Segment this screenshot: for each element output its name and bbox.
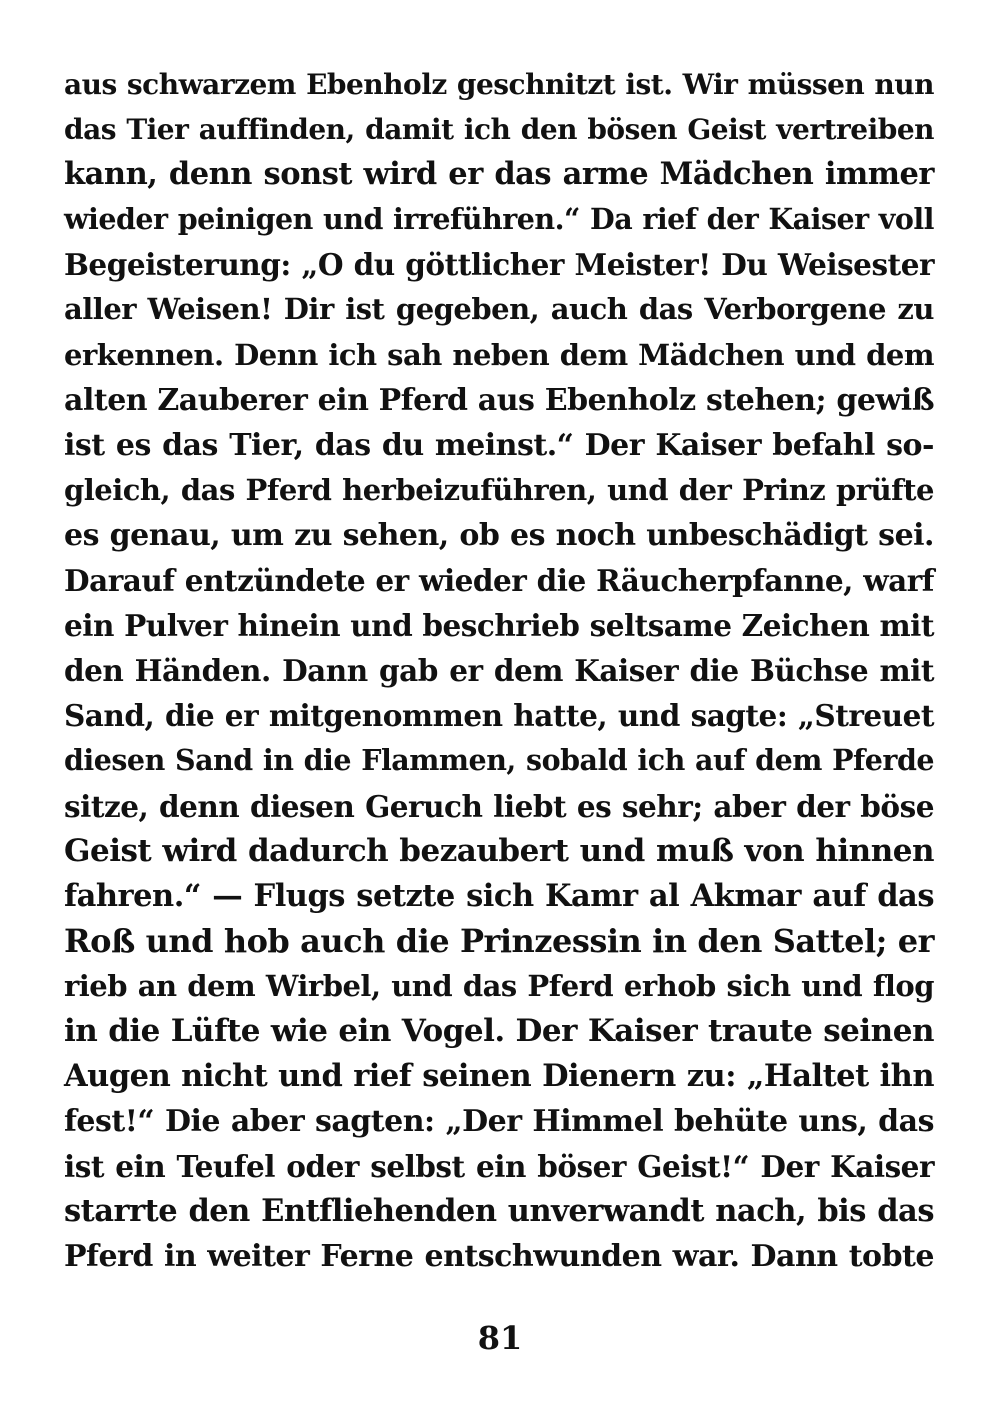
text-line: rieb an dem Wirbel, und das Pferd erhob sich und flog [64,968,934,1003]
text-line: fahren.“ — Flugs setzte sich Kamr al Akmar auf das [64,877,934,914]
text-line: ist es das Tier, das du meinst.“ Der Kaiser befahl so- [64,427,934,463]
text-line: Begeisterung: „O du göttlicher Meister! Du Weisester [64,247,934,283]
text-line: ist ein Teufel oder selbst ein böser Geist!“ Der Kaiser [64,1149,934,1185]
text-line: diesen Sand in die Flammen, sobald ich auf dem Pferde [64,743,934,778]
text-line: Pferd in weiter Ferne entschwunden war. Dann tobte [64,1239,934,1275]
text-line: Geist wird dadurch bezaubert und muß von hinnen [64,832,934,869]
text-line: sitze, denn diesen Geruch liebt es sehr; aber der böse [64,788,934,824]
text-line: gleich, das Pferd herbeizuführen, und der Prinz prüfte [64,472,934,507]
text-line: Darauf entzündete er wieder die Räucherpfanne, warf [64,563,934,599]
text-line: es genau, um zu sehen, ob es noch unbeschädigt sei. [64,517,934,553]
text-line: aller Weisen! Dir ist gegeben, auch das Verborgene zu [64,292,934,327]
text-line: aus schwarzem Ebenholz geschnitzt ist. Wir müssen nun [64,68,934,101]
text-line: ein Pulver hinein und beschrieb seltsame Zeichen mit [64,608,934,644]
text-line: das Tier auffinden, damit ich den bösen Geist vertreiben [64,113,934,147]
text-line: den Händen. Dann gab er dem Kaiser die Büchse mit [64,653,934,689]
text-line: alten Zauberer ein Pferd aus Ebenholz stehen; gewiß [64,382,934,418]
text-line: wieder peinigen und irreführen.“ Da rief der Kaiser voll [64,202,934,237]
text-line: Augen nicht und rief seinen Dienern zu: „Haltet ihn [64,1058,934,1095]
text-line: Sand, die er mitgenommen hatte, und sagte: „Streuet [64,698,934,734]
page-number: 81 [477,1319,523,1357]
text-line: kann, denn sonst wird er das arme Mädchen immer [64,156,934,193]
text-line: starrte den Entfliehenden unverwandt nach, bis das [64,1193,934,1230]
text-line: in die Lüfte wie ein Vogel. Der Kaiser traute seinen [64,1012,934,1049]
body-text [64,62,934,1280]
text-line: erkennen. Denn ich sah neben dem Mädchen und dem [64,337,934,372]
text-line: Roß und hob auch die Prinzessin in den Sattel; er [64,921,934,960]
text-line: fest!“ Die aber sagten: „Der Himmel behüte uns, das [64,1104,934,1140]
